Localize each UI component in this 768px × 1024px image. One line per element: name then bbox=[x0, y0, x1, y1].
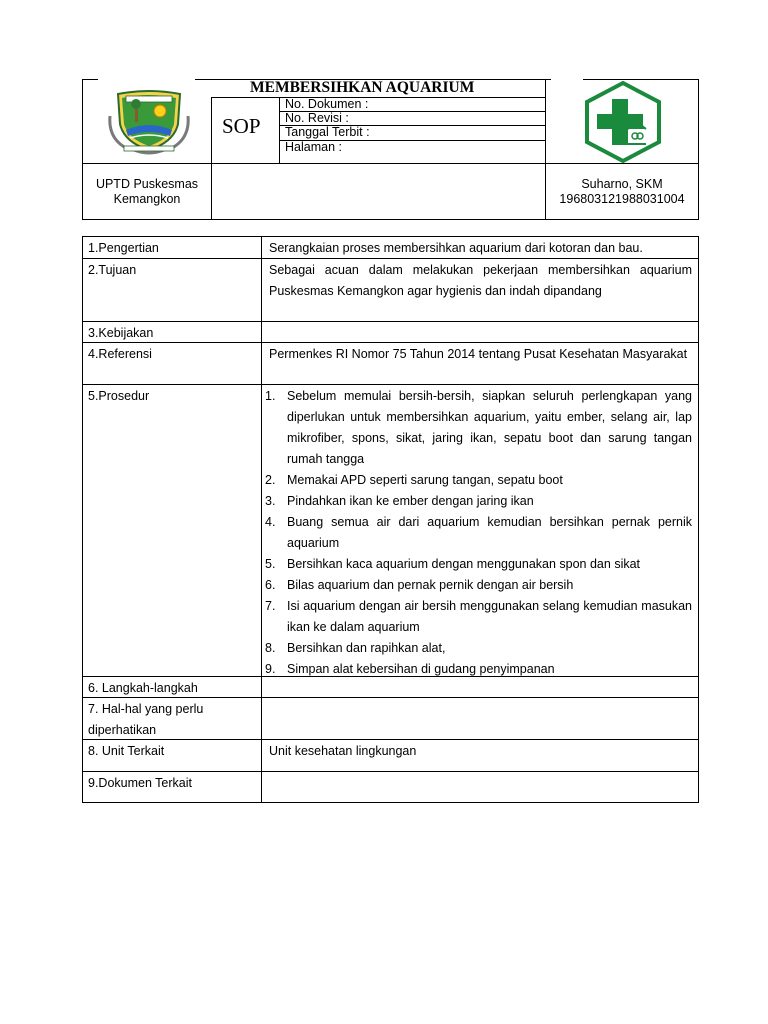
step-number: 5. bbox=[265, 557, 276, 571]
sop-main-table bbox=[82, 236, 699, 803]
table-row-referensi bbox=[83, 343, 698, 385]
row-value bbox=[262, 677, 698, 697]
row-value bbox=[262, 322, 698, 342]
row-label: 3.Kebijakan bbox=[83, 322, 262, 342]
signer-nip: 196803121988031004 bbox=[559, 192, 685, 206]
step-text: Buang semua air dari aquarium kemudian bersihkan pernak pernik aquarium bbox=[287, 515, 692, 550]
row-label: 5.Prosedur bbox=[83, 385, 262, 676]
table-row-prosedur bbox=[83, 385, 698, 677]
sop-divider bbox=[279, 97, 280, 163]
row-label: 6. Langkah-langkah bbox=[83, 677, 262, 697]
step-text: Pindahkan ikan ke ember dengan jaring ikan bbox=[287, 494, 534, 508]
header-top-line-right bbox=[583, 79, 699, 80]
title-underline bbox=[211, 97, 546, 98]
procedure-step bbox=[265, 554, 692, 575]
field-tanggal-terbit: Tanggal Terbit : bbox=[285, 125, 370, 139]
step-text: Memakai APD seperti sarung tangan, sepatu boot bbox=[287, 473, 563, 487]
document-title: MEMBERSIHKAN AQUARIUM bbox=[250, 79, 475, 96]
field-no-revisi: No. Revisi : bbox=[285, 111, 349, 125]
table-row-tujuan bbox=[83, 259, 698, 322]
step-number: 6. bbox=[265, 578, 276, 592]
step-number: 4. bbox=[265, 515, 276, 529]
step-number: 8. bbox=[265, 641, 276, 655]
row-value: Serangkaian proses membersihkan aquarium dari kotoran dan bau. bbox=[269, 241, 643, 255]
procedure-steps bbox=[265, 386, 692, 680]
procedure-step bbox=[265, 491, 692, 512]
field-halaman: Halaman : bbox=[285, 140, 342, 154]
procedure-list bbox=[262, 385, 698, 676]
step-number: 2. bbox=[265, 473, 276, 487]
header-divider-left bbox=[211, 97, 212, 219]
row-value: Permenkes RI Nomor 75 Tahun 2014 tentang Pusat Kesehatan Masyarakat bbox=[269, 347, 688, 361]
step-text: Bersihkan kaca aquarium dengan menggunakan spon dan sikat bbox=[287, 557, 641, 571]
procedure-step bbox=[265, 386, 692, 470]
signer-name: Suharno, SKM bbox=[581, 177, 663, 191]
step-text: Bilas aquarium dan pernak pernik dengan air bersih bbox=[287, 578, 574, 592]
field-no-dokumen: No. Dokumen : bbox=[285, 97, 369, 111]
table-row-dokumen-terkait bbox=[83, 772, 698, 802]
sop-label: SOP bbox=[222, 114, 261, 138]
puskesmas-logo bbox=[584, 81, 662, 163]
row-label: 8. Unit Terkait bbox=[83, 740, 262, 771]
step-text: Sebelum memulai bersih-bersih, siapkan seluruh perlengkapan yang diperlukan untuk membersihkan aquarium, yaitu ember, selang air, lap mikrofiber, spons, sikat, jaring ikan, sepatu boot dan sarung tangan rumah tangga bbox=[287, 389, 692, 466]
step-number: 1. bbox=[265, 389, 276, 403]
row-value bbox=[262, 772, 698, 802]
step-text: Bersihkan dan rapihkan alat, bbox=[287, 641, 446, 655]
row-value: Unit kesehatan lingkungan bbox=[269, 744, 417, 758]
row-label: 4.Referensi bbox=[83, 343, 262, 384]
row-label: 7. Hal-hal yang perlu diperhatikan bbox=[83, 698, 262, 739]
table-row-kebijakan bbox=[83, 322, 698, 343]
row-label: 1.Pengertian bbox=[83, 237, 262, 258]
regency-crest-logo bbox=[104, 86, 194, 156]
step-number: 3. bbox=[265, 494, 276, 508]
procedure-step bbox=[265, 596, 692, 638]
table-row-hal-hal bbox=[83, 698, 698, 740]
unit-name-line-2: Kemangkon bbox=[113, 192, 181, 206]
procedure-step bbox=[265, 512, 692, 554]
row-value: Sebagai acuan dalam melakukan pekerjaan membersihkan aquarium Puskesmas Kemangkon agar hygienis dan indah dipandang bbox=[269, 263, 692, 298]
procedure-step bbox=[265, 638, 692, 659]
step-number: 9. bbox=[265, 662, 276, 676]
header-mid-line bbox=[82, 163, 699, 164]
table-row-langkah bbox=[83, 677, 698, 698]
header-right-border bbox=[698, 79, 699, 219]
table-row-pengertian bbox=[83, 237, 698, 259]
procedure-step bbox=[265, 470, 692, 491]
header-top-line-left bbox=[82, 79, 98, 80]
step-text: Isi aquarium dengan air bersih menggunakan selang kemudian masukan ikan ke dalam aquarium bbox=[287, 599, 692, 634]
unit-name bbox=[83, 177, 211, 207]
row-value bbox=[262, 698, 698, 739]
row-label: 2.Tujuan bbox=[83, 259, 262, 321]
table-row-unit-terkait bbox=[83, 740, 698, 772]
signer-block bbox=[546, 177, 698, 207]
row-label: 9.Dokumen Terkait bbox=[83, 772, 262, 802]
step-text: Simpan alat kebersihan di gudang penyimpanan bbox=[287, 662, 555, 676]
header-bottom-line bbox=[82, 219, 699, 220]
procedure-step bbox=[265, 575, 692, 596]
step-number: 7. bbox=[265, 599, 276, 613]
unit-name-line-1: UPTD Puskesmas bbox=[95, 177, 199, 191]
